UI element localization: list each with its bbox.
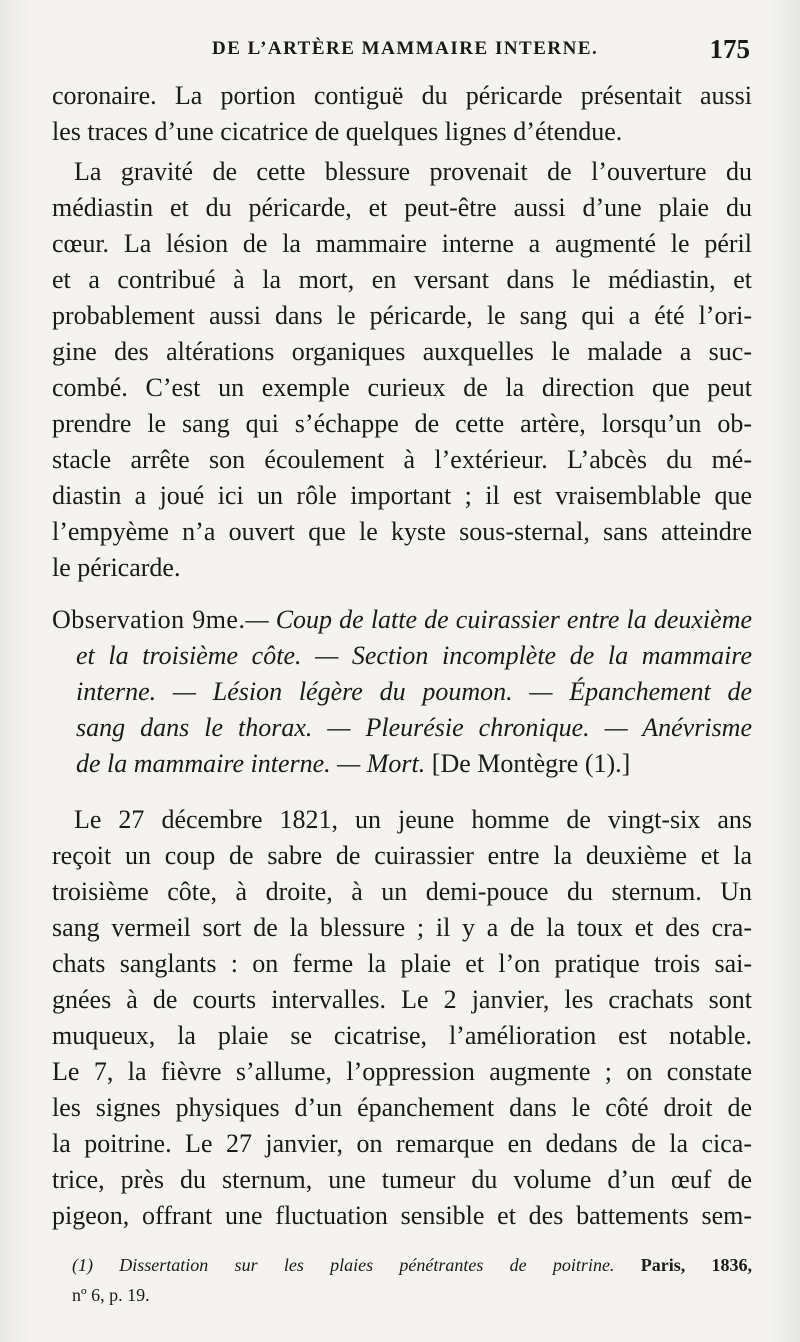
text-line: cœur. La lésion de la mammaire interne a augmenté le péril [52,229,752,258]
page-number: 175 [709,34,750,64]
text-line: trice, près du sternum, une tumeur du volume d’un œuf de [52,1165,752,1194]
observation-line: de la mammaire interne. — Mort. [76,749,426,778]
text-line: prendre le sang qui s’échappe de cette artère, lorsqu’un ob- [52,409,752,438]
text-line: La gravité de cette blessure provenait de l’ouverture du [74,157,752,186]
observation-label: Observation 9me. [52,605,246,634]
text-line: les signes physiques d’un épanchement dans le côté droit de [52,1093,752,1122]
text-line: combé. C’est un exemple curieux de la direction que peut [52,373,752,402]
text-line: diastin a joué ici un rôle important ; il est vraisemblable que [52,481,752,510]
text-line: gnées à de courts intervalles. Le 2 janvier, les crachats sont [52,985,752,1014]
paragraph-gravity [52,154,752,586]
page-header [52,36,752,76]
observation-line: interne. — Lésion légère du poumon. — Épanchement de [76,677,752,706]
footnote [72,1250,752,1310]
text-line: probablement aussi dans le péricarde, le sang qui a été l’ori- [52,301,752,330]
text-line: gine des altérations organiques auxquelles le malade a suc- [52,337,752,366]
text-line: Le 27 décembre 1821, un jeune homme de vingt-six ans [74,805,752,834]
text-line: muqueux, la plaie se cicatrise, l’amélioration est notable. [52,1021,752,1050]
paragraph-continuation [52,78,752,150]
footnote-place: Paris, 1836, [640,1255,752,1275]
observation-source: [De Montègre (1).] [431,749,631,778]
observation-heading [52,602,752,782]
text-line: médiastin et du péricarde, et peut-être aussi d’une plaie du [52,193,752,222]
observation-line: et la troisième côte. — Section incomplète de la mammaire [76,641,752,670]
text-line: l’empyème n’a ouvert que le kyste sous-sternal, sans atteindre [52,517,752,546]
observation-summary: — Coup de latte de cuirassier entre la deuxième [245,605,753,634]
text-line: pigeon, offrant une fluctuation sensible et des battements sem- [52,1201,752,1230]
footnote-title: (1) Dissertation sur les plaies pénétrantes de poitrine. [72,1255,615,1275]
text-line: la poitrine. Le 27 janvier, on remarque en dedans de la cica- [52,1129,752,1158]
text-line: et a contribué à la mort, en versant dans le médiastin, et [52,265,752,294]
text-line: le péricarde. [52,553,181,582]
text-line: troisième côte, à droite, à un demi-pouce du sternum. Un [52,877,752,906]
text-line: reçoit un coup de sabre de cuirassier entre la deuxième et la [52,841,752,870]
text-line: sang vermeil sort de la blessure ; il y a de la toux et des cra- [52,913,752,942]
text-line: Le 7, la fièvre s’allume, l’oppression augmente ; on constate [52,1057,752,1086]
text-line: coronaire. La portion contiguë du péricarde présentait aussi [52,81,752,110]
text-line: stacle arrête son écoulement à l’extérieur. L’abcès du mé- [52,445,752,474]
text-line: chats sanglants : on ferme la plaie et l’on pratique trois sai- [52,949,752,978]
footnote-reference: nº 6, p. 19. [72,1285,150,1305]
observation-line: sang dans le thorax. — Pleurésie chronique. — Anévrisme [76,713,752,742]
running-title: DE L’ARTÈRE MAMMAIRE INTERNE. [212,38,599,59]
paragraph-case [52,802,752,1234]
text-line: les traces d’une cicatrice de quelques lignes d’étendue. [52,117,623,146]
